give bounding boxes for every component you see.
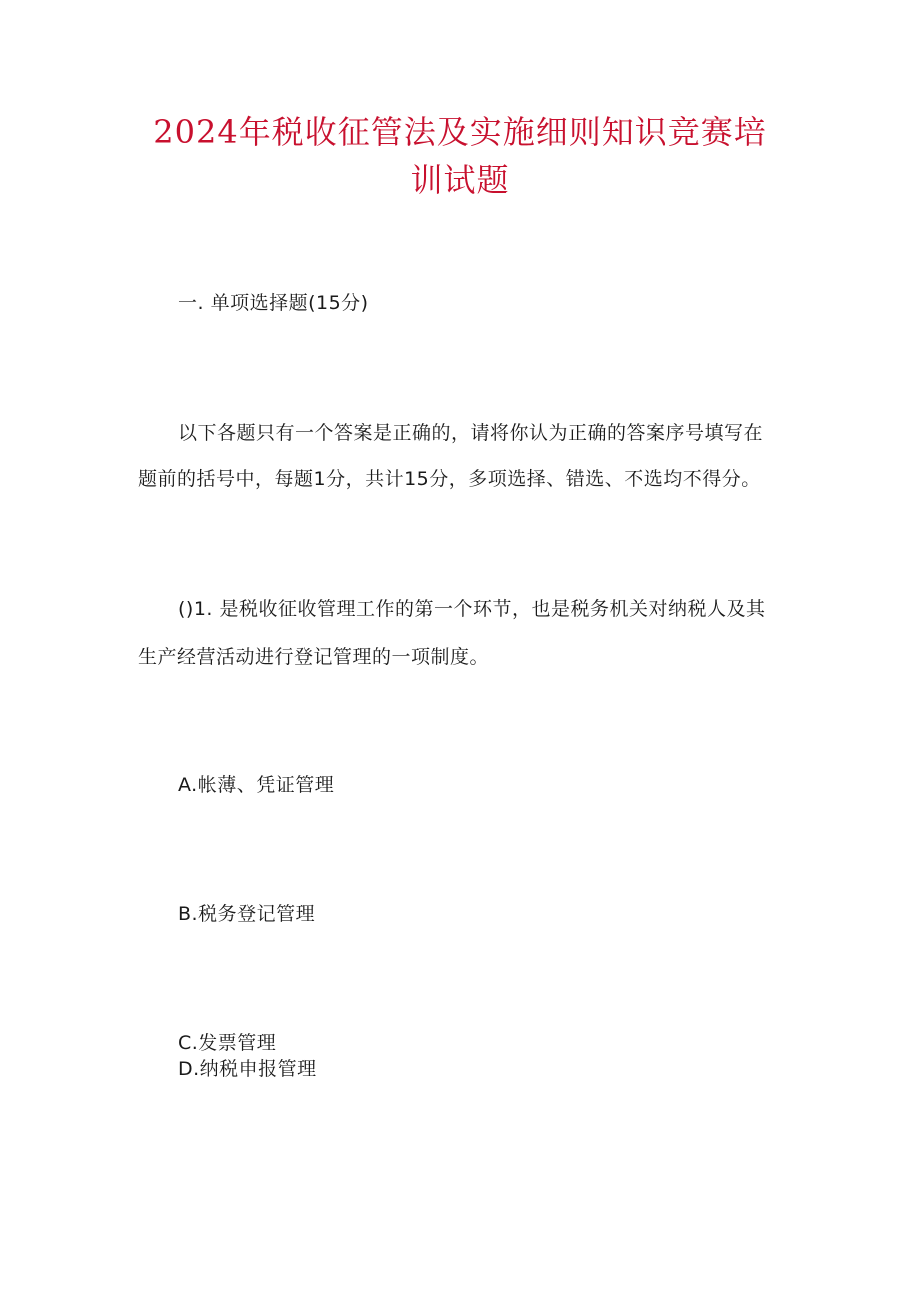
document-title-line-1: 2024年税收征管法及实施细则知识竞赛培 [153,113,767,151]
question-1-line-2: 生产经营活动进行登记管理的一项制度。 [138,646,490,668]
document-title-line-2: 训试题 [410,161,510,199]
question-1-option-b: B.税务登记管理 [178,903,316,925]
question-1-line-1: ()1. 是税收征收管理工作的第一个环节，也是税务机关对纳税人及其 [178,598,766,620]
section-heading: 一. 单项选择题(15分) [178,292,369,314]
question-1-option-a: A.帐薄、凭证管理 [178,774,335,796]
instructions-line-1: 以下各题只有一个答案是正确的，请将你认为正确的答案序号填写在 [178,422,764,444]
instructions-line-2: 题前的括号中，每题1分，共计15分，多项选择、错选、不选均不得分。 [138,468,761,490]
question-1-option-c: C.发票管理 [178,1032,277,1054]
question-1-option-d: D.纳税申报管理 [178,1058,317,1080]
